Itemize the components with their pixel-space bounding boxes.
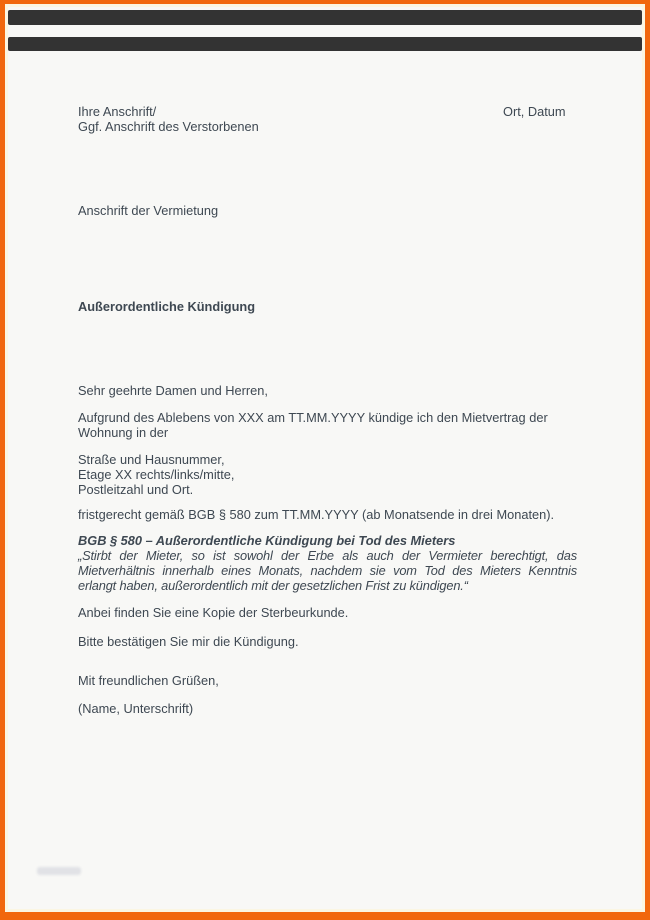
property-address-line-2: Etage XX rechts/links/mitte, <box>78 467 235 482</box>
salutation: Sehr geehrte Damen und Herren, <box>78 383 268 398</box>
confirmation-request: Bitte bestätigen Sie mir die Kündigung. <box>78 634 299 649</box>
redacted-header-bar-top <box>8 10 642 25</box>
property-address-line-3: Postleitzahl und Ort. <box>78 482 194 497</box>
enclosure-note: Anbei finden Sie eine Kopie der Sterbeurkunde. <box>78 605 349 620</box>
property-address-line-1: Straße und Hausnummer, <box>78 452 225 467</box>
closing-formula: Mit freundlichen Grüßen, <box>78 673 219 688</box>
sender-address-line-1: Ihre Anschrift/ <box>78 104 157 119</box>
subject-line: Außerordentliche Kündigung <box>78 299 256 314</box>
law-reference-heading: BGB § 580 – Außerordentliche Kündigung bei Tod des Mieters <box>78 533 456 548</box>
place-date-label: Ort, Datum <box>503 104 566 119</box>
recipient-address: Anschrift der Vermietung <box>78 203 219 218</box>
law-quote-paragraph: „Stirbt der Mieter, so ist sowohl der Erbe als auch der Vermieter berechtigt, das Mietverhältnis innerhalb eines Monats, nachdem sie vom Tod des Mieters Kenntnis erlangt haben, außerordentlich mit der gesetzlichen Frist zu kündigen.“ <box>78 548 577 593</box>
signature-placeholder: (Name, Unterschrift) <box>78 701 194 716</box>
notice-period-line: fristgerecht gemäß BGB § 580 zum TT.MM.YYYY (ab Monatsende in drei Monaten). <box>78 507 555 522</box>
intro-paragraph: Aufgrund des Ablebens von XXX am TT.MM.YYYY kündige ich den Mietvertrag der Wohnung in der <box>78 410 548 440</box>
faint-watermark <box>37 867 81 875</box>
property-address-block <box>78 452 577 497</box>
redacted-header-bar-second <box>8 37 642 51</box>
sender-address-line-2: Ggf. Anschrift des Verstorbenen <box>78 119 259 134</box>
